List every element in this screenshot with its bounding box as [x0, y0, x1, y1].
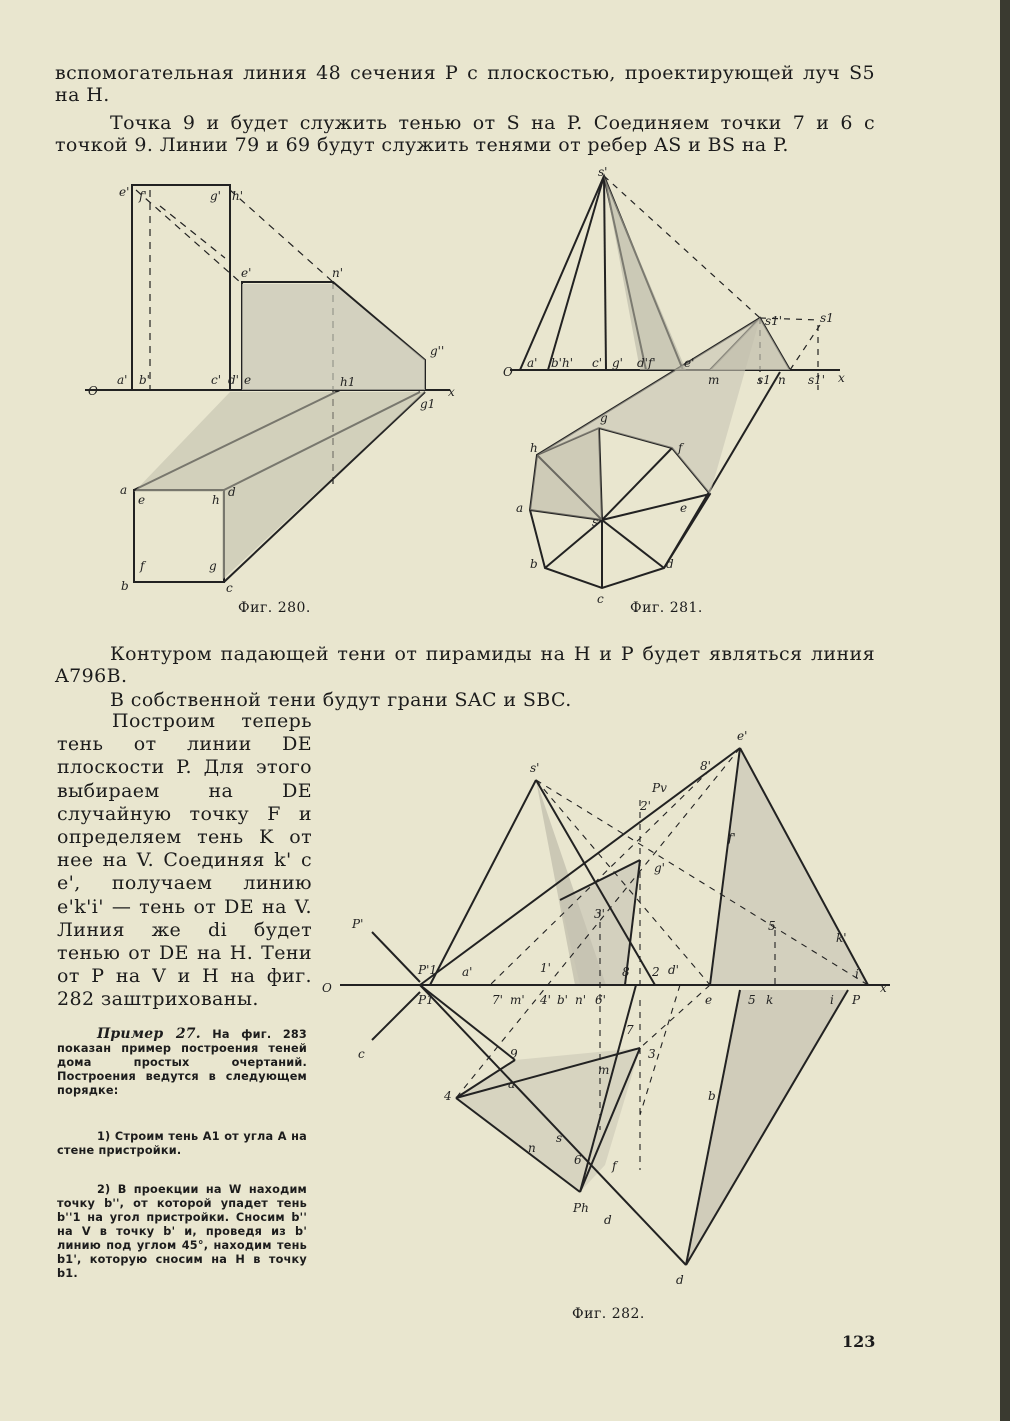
fig282-label: g'	[654, 861, 665, 875]
fig280-label: d	[228, 485, 236, 499]
fig282-label: 8'	[700, 759, 711, 773]
fig282-label: 9	[510, 1047, 518, 1061]
fig282-label: b'	[557, 993, 568, 1007]
fig281-label: s'	[598, 165, 608, 179]
fig282-label: c	[358, 1047, 365, 1061]
fig280-label: n'	[332, 266, 344, 280]
fig280-label: h'	[232, 189, 244, 203]
fig282-label: 8	[622, 965, 630, 979]
fig282-label: P'	[352, 917, 364, 931]
fig280-label: g''	[430, 344, 445, 358]
fig281-label: s1'	[765, 314, 783, 328]
fig282-label: a'	[462, 965, 473, 979]
fig281-label: d	[666, 557, 674, 571]
fig282-label: s	[556, 1131, 563, 1145]
fig280-label: b	[121, 579, 129, 593]
fig281-label: g	[600, 411, 608, 425]
paragraph-shadow-point: Точка 9 и будет служить тенью от S на P. Соединяем точки 7 и 6 с точкой 9. Линии 79 и 69 будут служить тенями от ребер AS и BS на P.	[55, 112, 875, 156]
fig282-label: 3'	[594, 907, 605, 921]
fig281-label: m	[708, 373, 720, 387]
paragraph-continuation: вспомогательная линия 48 сечения P с плоскостью, проектирующей луч S5 на H.	[55, 62, 875, 106]
fig282-label: 7'	[492, 993, 503, 1007]
fig281-label: n	[778, 373, 786, 387]
figure-280-caption: Фиг. 280.	[238, 600, 311, 616]
fig282-label: P'1	[418, 963, 438, 977]
fig280-label: e'	[241, 266, 252, 280]
fig280-label: f	[140, 559, 145, 573]
fig282-label: n	[528, 1141, 536, 1155]
example-step-2: 2) В проекции на W находим точку b'', от которой упадет тень b''1 на угол пристройки. Сносим b'' на V в точку b' и, проведя из b' линию под углом 45°, находим тень b1', которую сносим на H в точку b1.	[57, 1183, 307, 1280]
fig280-label: a	[120, 483, 128, 497]
paragraph-self-shadow: В собственной тени будут грани SAC и SBC.	[110, 689, 572, 711]
fig280-label: x	[448, 385, 455, 399]
example-title: Пример 27.	[97, 1026, 201, 1042]
fig282-label: e	[705, 993, 713, 1007]
figure-281-caption: Фиг. 281.	[630, 600, 703, 616]
page-edge	[1000, 0, 1010, 1421]
fig281-label: s1'	[808, 373, 826, 387]
paragraph-shadow-de: Построим теперь тень от линии DE плоскости P. Для этого выбираем на DE случайную точку F и определяем тень K от нее на V. Соединяя k' с e', получаем линию e'k'i' — тень от DE на V. Линия же di будет тенью от DE на H. Тени от P на V и H на фиг. 282 заштрихованы.	[57, 710, 312, 1011]
fig282-label: 6	[574, 1153, 582, 1167]
fig282-label: k	[766, 993, 774, 1007]
fig282-label: 4'	[540, 993, 551, 1007]
fig282-label: 5	[768, 919, 776, 933]
fig282-label: f'	[728, 831, 736, 845]
fig282-label: b	[708, 1089, 716, 1103]
fig280-label: e	[138, 493, 146, 507]
fig282-label: P	[852, 993, 861, 1007]
fig280-label: h1	[340, 375, 356, 389]
fig281-label: x	[838, 371, 845, 385]
fig282-label: Ph	[573, 1201, 589, 1215]
fig281-label: s1	[820, 311, 834, 325]
fig281-label: f	[678, 441, 683, 455]
figure-282-caption: Фиг. 282.	[572, 1306, 645, 1322]
fig280-label: g'	[210, 189, 221, 203]
fig281-label: g'	[612, 356, 623, 370]
fig281-label: s1	[757, 373, 771, 387]
fig280-label: f'	[139, 189, 147, 203]
fig280-label: c'	[211, 373, 222, 387]
fig282-label: e'	[737, 729, 748, 743]
example-text: На фиг. 283 показан пример построения теней дома простых очертаний. Построения ведутся в следующем порядке:	[57, 1028, 307, 1097]
fig282-label: 3	[648, 1047, 656, 1061]
fig280-label: h	[212, 493, 220, 507]
fig280-label: b'	[139, 373, 150, 387]
fig280-label: c	[226, 581, 233, 595]
fig280-label: d'	[228, 373, 239, 387]
fig282-label: 5	[748, 993, 756, 1007]
fig282-label: m	[598, 1063, 610, 1077]
fig282-label: f	[612, 1159, 617, 1173]
example-step-1: 1) Строим тень A1 от угла A на стене пристройки.	[57, 1130, 307, 1157]
fig282-label: i	[830, 993, 834, 1007]
fig282-label: 6'	[595, 993, 606, 1007]
fig282-label: d	[676, 1273, 684, 1287]
fig281-label: c'	[592, 356, 603, 370]
fig282-label: 7	[626, 1023, 634, 1037]
fig282-label: Pv	[652, 781, 667, 795]
fig282-label: x	[880, 981, 887, 995]
fig282-label: i'	[855, 967, 863, 981]
fig281-label: e'	[684, 356, 695, 370]
fig282-label: O	[322, 981, 332, 995]
fig281-label: b	[530, 557, 538, 571]
fig282-label: k'	[836, 931, 847, 945]
fig281-label: b'h'	[551, 356, 574, 370]
fig280-label: g	[209, 559, 217, 573]
fig282-label: s'	[530, 761, 540, 775]
fig280-label: g1	[420, 397, 436, 411]
fig281-label: c	[597, 592, 604, 606]
fig282-label: a	[508, 1077, 516, 1091]
fig281-label: d'f'	[637, 356, 656, 370]
fig281-label: a	[516, 501, 524, 515]
fig282-label: d'	[668, 963, 679, 977]
fig282-label: 2	[652, 965, 660, 979]
fig281-label: h	[530, 441, 538, 455]
fig282-label: 1'	[540, 961, 551, 975]
fig282-label: m'	[510, 993, 525, 1007]
fig281-label: e	[680, 501, 688, 515]
fig281-label: a'	[527, 356, 538, 370]
fig280-label: e	[244, 373, 252, 387]
page-number: 123	[842, 1332, 876, 1351]
fig282-label: 2'	[640, 799, 651, 813]
fig281-label: O	[503, 365, 513, 379]
fig282-label: P1	[418, 993, 434, 1007]
fig282-label: n'	[575, 993, 587, 1007]
fig282-label: 4	[444, 1089, 452, 1103]
fig282-label: d	[604, 1213, 612, 1227]
fig280-label: e'	[119, 185, 130, 199]
fig280-label: O	[88, 384, 98, 398]
fig281-label: s	[592, 515, 599, 529]
paragraph-contour: Контуром падающей тени от пирамиды на H и P будет являться линия A796B.	[55, 643, 875, 687]
fig280-label: a'	[117, 373, 128, 387]
